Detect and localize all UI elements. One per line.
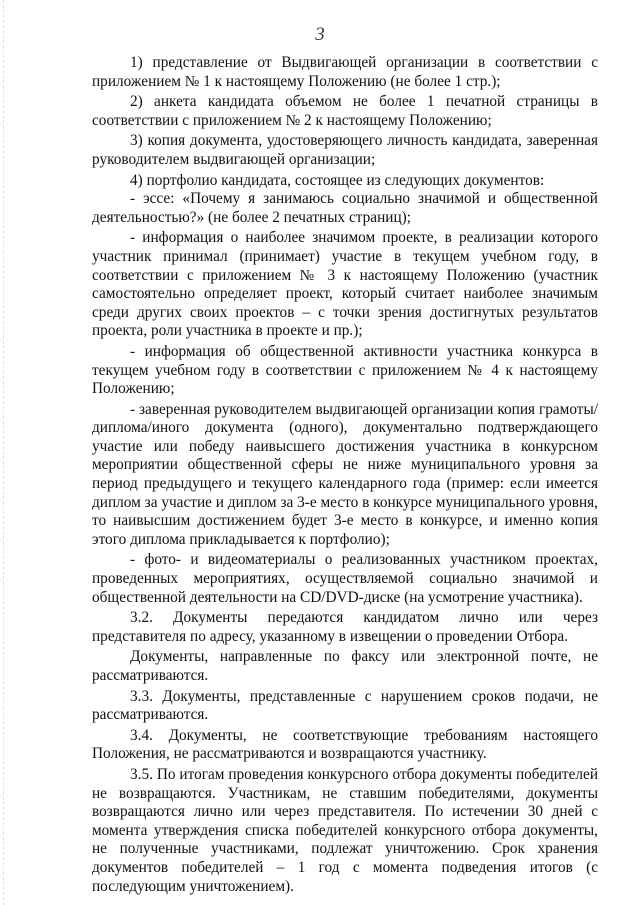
paragraph-3-2: 3.2. Документы передаются кандидатом лично или через представителя по адресу, указанному в извещении о проведении Отбора.: [92, 609, 598, 645]
paragraph-activity-info: - информация об общественной активности участника конкурса в текущем учебном году в соответствии с приложением № 4 к настоящему Положению;: [92, 342, 598, 398]
paragraph-diploma-copy: - заверенная руководителем выдвигающей организации копия грамоты/диплома/иного документа (одного), документально подтверждающего участие или победу наивысшего достижения участника в конкурсном мероприятии общественной сферы не ниже муниципального уровня за период предыдущего и текущего календарного года (пример: если имеется диплом за участие и диплом за 3-е место в конкурсе муниципального уровня, то наивысшим достижением будет 3-е место в конкурсе, и именно копия этого диплома прикладывается к портфолио);: [92, 400, 598, 548]
paragraph-item-1: 1) представление от Выдвигающей организации в соответствии с приложением № 1 к настоящему Положению (не более 1 стр.);: [92, 54, 598, 90]
paragraph-item-2: 2) анкета кандидата объемом не более 1 печатной страницы в соответствии с приложением № 2 к настоящему Положению;: [92, 93, 598, 129]
paragraph-item-4: 4) портфолио кандидата, состоящее из следующих документов:: [130, 171, 545, 189]
paragraph-3-5: 3.5. По итогам проведения конкурсного отбора документы победителей не возвращаются. Участникам, не ставшим победителями, документы возвращаются лично или через представителя. По истечении 30 дней с момента утверждения списка победителей конкурсного отбора документы, не полученные участниками, подлежат уничтожению. Срок хранения документов победителей – 1 год с момента подведения итогов (с последующим уничтожением).: [92, 765, 598, 895]
paragraph-fax-email: Документы, направленные по факсу или электронной почте, не рассматриваются.: [92, 648, 598, 684]
paragraph-3-3: 3.3. Документы, представленные с нарушением сроков подачи, не рассматриваются.: [92, 687, 598, 724]
paragraph-3-4: 3.4. Документы, не соответствующие требованиям настоящего Положения, не рассматриваются и возвращаются участнику.: [92, 726, 598, 763]
paragraph-project-info: - информация о наиболее значимом проекте, в реализации которого участник принимал (принимает) участие в текущем учебном году, в соответствии с приложением № 3 к настоящему Положению (участник самостоятельно определяет проект, который считает наиболее значимым среди других своих проектов – с точки зрения достигнутых результатов проекта, роли участника в проекте и пр.);: [92, 229, 598, 340]
paragraph-media: - фото- и видеоматериалы о реализованных участником проектах, проведенных мероприятиях, осуществляемой социально значимой и общественной деятельности на CD/DVD-диске (на усмотрение участника).: [92, 551, 598, 606]
document-body: [92, 54, 598, 896]
paragraph-item-3: 3) копия документа, удостоверяющего личность кандидата, заверенная руководителем выдвигающей организации;: [92, 132, 598, 168]
scan-edge-marks: [3, 0, 5, 905]
paragraph-essay: - эссе: «Почему я занимаюсь социально значимой и общественной деятельностью?» (не более 2 печатных страниц);: [92, 190, 598, 226]
page-number: 3: [315, 24, 325, 45]
